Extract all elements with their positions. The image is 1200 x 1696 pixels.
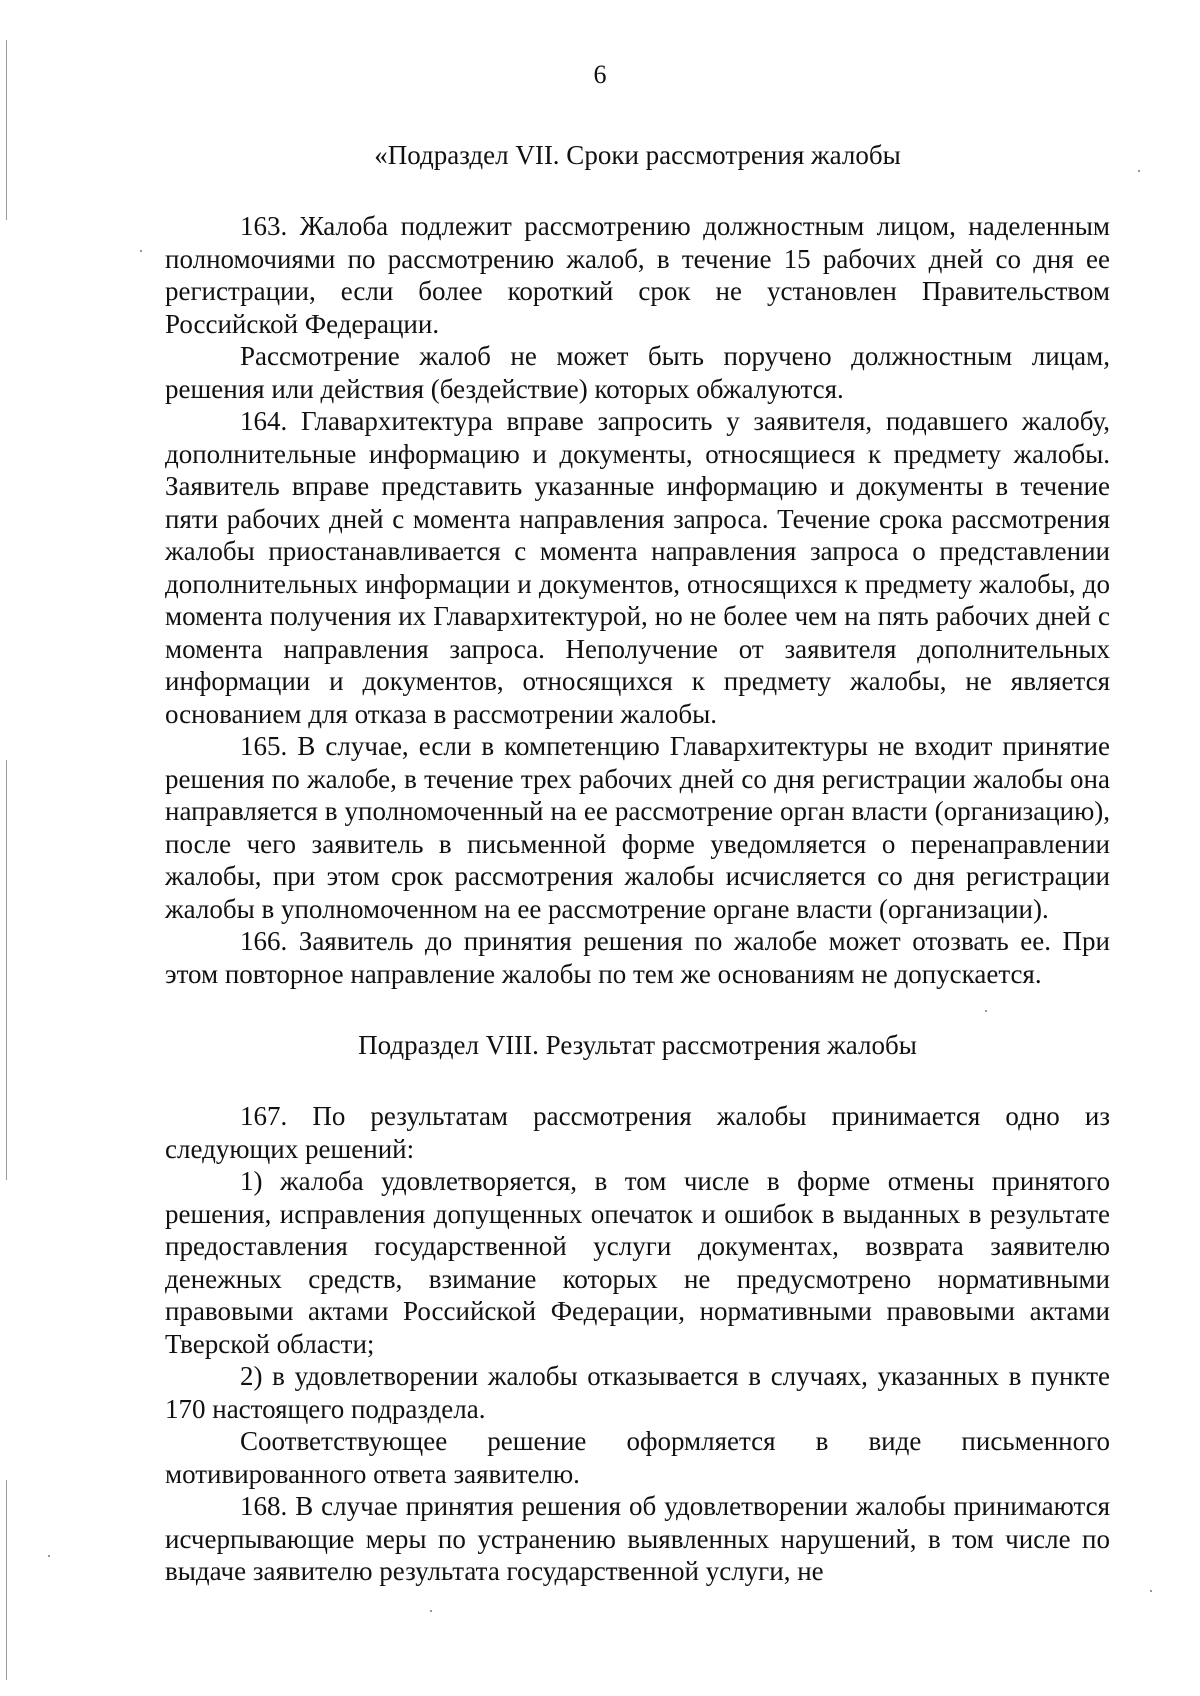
paragraph-167: 167. По результатам рассмотрения жалобы принимается одно из следующих решений: <box>165 1101 1110 1164</box>
paragraph-167-item-1: 1) жалоба удовлетворяется, в том числе в форме отмены принятого решения, исправления допущенных опечаток и ошибок в выданных в результате предоставления государственной услуги документах, возврата заявителю денежных средств, взимание которых не предусмотрено нормативными правовыми актами Российской Федерации, нормативными правовыми актами Тверской области; <box>165 1166 1110 1359</box>
paragraph-164: 164. Главархитектура вправе запросить у заявителя, подавшего жалобу, дополнительные информацию и документы, относящиеся к предмету жалобы. Заявитель вправе представить указанные информацию и документы в течение пяти рабочих дней с момента направления запроса. Течение срока рассмотрения жалобы приостанавливается с момента направления запроса о представлении дополнительных информации и документов, относящихся к предмету жалобы, до момента получения их Главархитектурой, но не более чем на пять рабочих дней с момента направления запроса. Неполучение от заявителя дополнительных информации и документов, относящихся к предмету жалобы, не является основанием для отказа в рассмотрении жалобы. <box>165 406 1110 729</box>
scan-speck <box>1150 1590 1152 1592</box>
paragraph-167-decision: Соответствующее решение оформляется в виде письменного мотивированного ответа заявителю. <box>165 1426 1110 1489</box>
scan-edge-line <box>6 760 7 1180</box>
paragraph-163-continuation: Рассмотрение жалоб не может быть поручено должностным лицам, решения или действия (бездействие) которых обжалуются. <box>165 341 1110 404</box>
paragraph-167-item-2: 2) в удовлетворении жалобы отказывается в случаях, указанных в пункте 170 настоящего подраздела. <box>165 1361 1110 1424</box>
page-number: 6 <box>593 60 607 89</box>
scan-speck <box>48 1555 50 1557</box>
subsection-viii-heading: Подраздел VIII. Результат рассмотрения жалобы <box>358 1030 917 1060</box>
scan-speck <box>430 1610 432 1612</box>
paragraph-165: 165. В случае, если в компетенцию Главархитектуры не входит принятие решения по жалобе, в течение трех рабочих дней со дня регистрации жалобы она направляется в уполномоченный на ее рассмотрение орган власти (организацию), после чего заявитель в письменной форме уведомляется о перенаправлении жалобы, при этом срок рассмотрения жалобы исчисляется со дня регистрации жалобы в уполномоченном на ее рассмотрение органе власти (организации). <box>165 731 1110 924</box>
scan-speck <box>140 250 142 252</box>
subsection-vii <box>165 138 1110 990</box>
paragraph-163: 163. Жалоба подлежит рассмотрению должностным лицом, наделенным полномочиями по рассмотрению жалоб, в течение 15 рабочих дней со дня ее регистрации, если более короткий срок не установлен Правительством Российской Федерации. <box>165 211 1110 339</box>
scan-edge-line <box>6 1480 7 1680</box>
scan-speck <box>1138 170 1140 172</box>
paragraph-168: 168. В случае принятия решения об удовлетворении жалобы принимаются исчерпывающие меры по устранению выявленных нарушений, в том числе по выдаче заявителю результата государственной услуги, не <box>165 1491 1110 1586</box>
document-body <box>165 100 1110 1588</box>
subsection-viii <box>165 1028 1110 1588</box>
subsection-vii-heading: «Подраздел VII. Сроки рассмотрения жалобы <box>374 140 901 170</box>
paragraph-166: 166. Заявитель до принятия решения по жалобе может отозвать ее. При этом повторное направление жалобы по тем же основаниям не допускается. <box>165 926 1110 989</box>
